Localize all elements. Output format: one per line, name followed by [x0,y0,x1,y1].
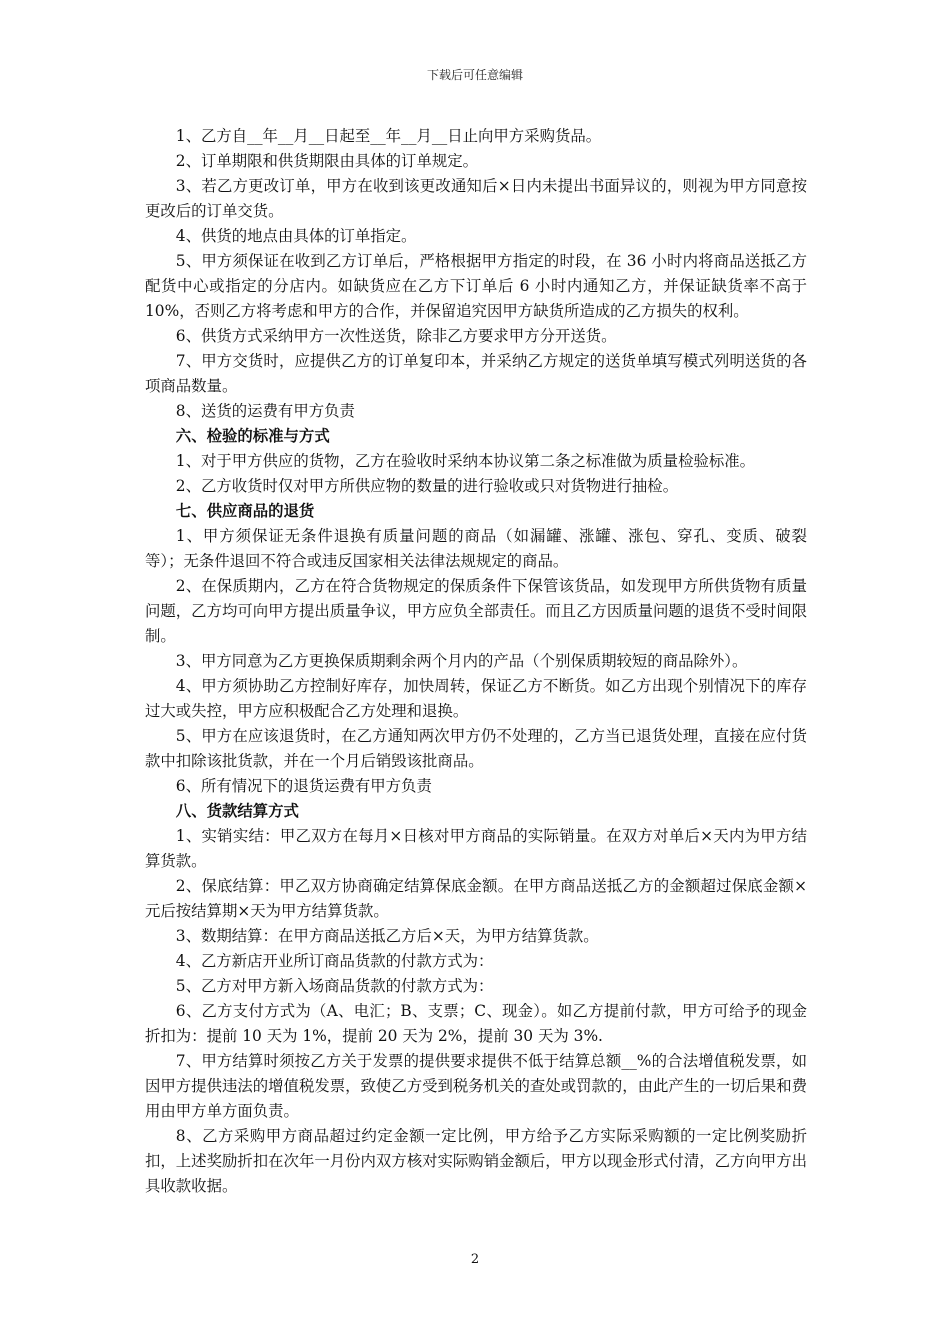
clause-paragraph: 1、乙方自__年__月__日起至__年__月__日止向甲方采购货品。 [175,127,602,145]
clause-paragraph: 3、数期结算：在甲方商品送抵乙方后×天，为甲方结算货款。 [175,927,599,945]
section-heading: 七、供应商品的退货 [175,502,315,520]
clause-paragraph: 5、甲方在应该退货时，在乙方通知两次甲方仍不处理的，乙方当已退货处理，直接在应付货款中扣除该批货款，并在一个月后销毁该批商品。 [145,727,807,770]
clause-paragraph: 2、乙方收货时仅对甲方所供应物的数量的进行验收或只对货物进行抽检。 [175,477,679,495]
clause-paragraph: 6、供货方式采纳甲方一次性送货，除非乙方要求甲方分开送货。 [175,327,617,345]
document-body [145,124,807,1199]
clause-paragraph: 6、所有情况下的退货运费有甲方负责 [175,777,432,795]
clause-paragraph: 4、甲方须协助乙方控制好库存，加快周转，保证乙方不断货。如乙方出现个别情况下的库存过大或失控，甲方应积极配合乙方处理和退换。 [145,677,807,720]
clause-paragraph: 1、对于甲方供应的货物，乙方在验收时采纳本协议第二条之标准做为质量检验标准。 [175,452,756,470]
section-heading: 八、货款结算方式 [175,802,299,820]
clause-paragraph: 2、在保质期内，乙方在符合货物规定的保质条件下保管该货品，如发现甲方所供货物有质量问题，乙方均可向甲方提出质量争议，甲方应负全部责任。而且乙方因质量问题的退货不受时间限制。 [145,577,807,645]
clause-paragraph: 5、乙方对甲方新入场商品货款的付款方式为： [175,977,494,995]
clause-paragraph: 5、甲方须保证在收到乙方订单后，严格根据甲方指定的时段，在 36 小时内将商品送抵乙方配货中心或指定的分店内。如缺货应在乙方下订单后 6 小时内通知乙方，并保证缺货率不高于 10%，否则乙方将考虑和甲方的合作，并保留追究因甲方缺货所造成的乙方损失的权利。 [145,252,807,320]
section-heading: 六、检验的标准与方式 [175,427,330,445]
clause-paragraph: 7、甲方结算时须按乙方关于发票的提供要求提供不低于结算总额__%的合法增值税发票，如因甲方提供违法的增值税发票，致使乙方受到税务机关的查处或罚款的，由此产生的一切后果和费用由甲方单方面负责。 [145,1052,807,1120]
clause-paragraph: 1、甲方须保证无条件退换有质量问题的商品（如漏罐、涨罐、涨包、穿孔、变质、破裂等）；无条件退回不符合或违反国家相关法律法规规定的商品。 [145,527,807,570]
clause-paragraph: 6、乙方支付方式为（A、电汇；B、支票；C、现金）。如乙方提前付款，甲方可给予的现金折扣为：提前 10 天为 1%，提前 20 天为 2%，提前 30 天为 3%. [145,1002,807,1045]
clause-paragraph: 1、实销实结：甲乙双方在每月×日核对甲方商品的实际销量。在双方对单后×天内为甲方结算货款。 [145,827,807,870]
page-header: 下载后可任意编辑 [426,68,523,82]
clause-paragraph: 8、乙方采购甲方商品超过约定金额一定比例，甲方给予乙方实际采购额的一定比例奖励折扣，上述奖励折扣在次年一月份内双方核对实际购销金额后，甲方以现金形式付清，乙方向甲方出具收款收据。 [145,1127,807,1195]
clause-paragraph: 8、送货的运费有甲方负责 [175,402,355,420]
clause-paragraph: 4、乙方新店开业所订商品货款的付款方式为： [175,952,494,970]
clause-paragraph: 7、甲方交货时，应提供乙方的订单复印本，并采纳乙方规定的送货单填写模式列明送货的各项商品数量。 [145,352,807,395]
clause-paragraph: 3、甲方同意为乙方更换保质期剩余两个月内的产品（个别保质期较短的商品除外）。 [175,652,748,670]
clause-paragraph: 4、供货的地点由具体的订单指定。 [175,227,417,245]
clause-paragraph: 3、若乙方更改订单，甲方在收到该更改通知后×日内未提出书面异议的，则视为甲方同意按更改后的订单交货。 [145,177,807,220]
clause-paragraph: 2、保底结算：甲乙双方协商确定结算保底金额。在甲方商品送抵乙方的金额超过保底金额×元后按结算期×天为甲方结算货款。 [145,877,807,920]
page-number: 2 [470,1252,480,1267]
clause-paragraph: 2、订单期限和供货期限由具体的订单规定。 [175,152,479,170]
